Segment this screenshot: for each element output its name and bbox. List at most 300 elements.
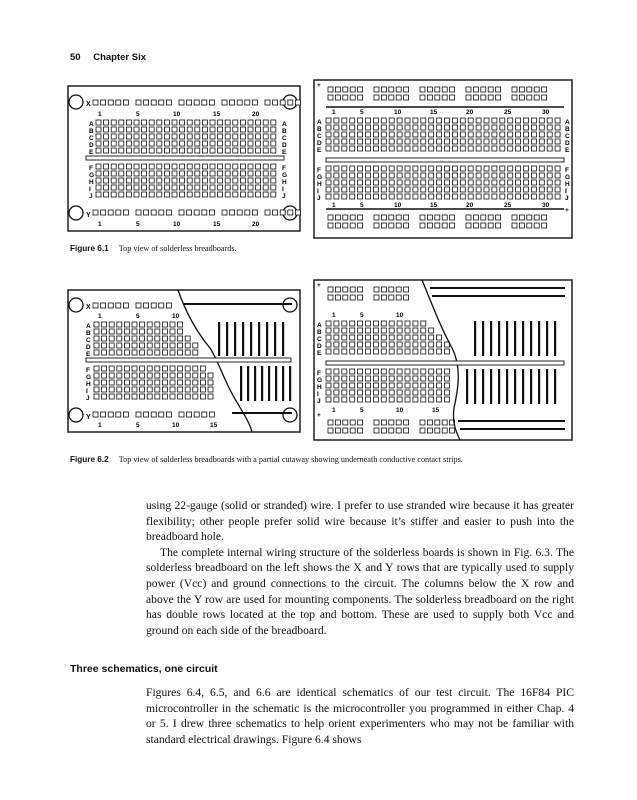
- breadboard-hole: [271, 185, 276, 190]
- breadboard-hole: [180, 148, 185, 153]
- breadboard-hole: [476, 194, 481, 199]
- section-text-block: [146, 685, 574, 747]
- breadboard-hole: [187, 171, 192, 176]
- breadboard-hole: [256, 185, 261, 190]
- breadboard-hole: [358, 328, 363, 333]
- breadboard-hole: [147, 394, 152, 399]
- breadboard-hole: [445, 390, 450, 395]
- page-number: 50: [70, 52, 81, 63]
- breadboard-hole: [381, 321, 386, 326]
- breadboard-hole: [397, 390, 402, 395]
- breadboard-hole: [94, 380, 99, 385]
- contact-strip: [268, 366, 270, 401]
- breadboard-hole: [350, 321, 355, 326]
- breadboard-hole: [381, 223, 386, 228]
- breadboard-hole: [445, 376, 450, 381]
- breadboard-hole: [539, 166, 544, 171]
- breadboard-hole: [527, 223, 532, 228]
- breadboard-hole: [233, 178, 238, 183]
- breadboard-hole: [389, 139, 394, 144]
- breadboard-hole: [350, 95, 355, 100]
- breadboard-hole: [185, 336, 190, 341]
- mount-hole-icon: [69, 95, 83, 109]
- col-number: 15: [430, 109, 438, 116]
- breadboard-hole: [381, 376, 386, 381]
- breadboard-hole: [94, 350, 99, 355]
- plus-label: +: [317, 282, 321, 289]
- breadboard-hole: [117, 387, 122, 392]
- running-header: [70, 52, 146, 63]
- breadboard-hole: [350, 420, 355, 425]
- breadboard-hole: [421, 349, 426, 354]
- breadboard-hole: [508, 187, 513, 192]
- breadboard-hole: [429, 342, 434, 347]
- paragraph: Figures 6.4, 6.5, and 6.6 are identical schematics of our test circuit. The 16F84 PIC microcontroller in the schematic is the microcontroller you programmed in either Chap. 4 or 5. I drew three schematics to help orient experimenters who may not be familiar with standard electrical drawings. Figure 6.4 shows: [146, 686, 574, 746]
- breadboard-hole: [397, 335, 402, 340]
- breadboard-hole: [202, 178, 207, 183]
- col-number: 25: [504, 109, 512, 116]
- col-number: 1: [332, 312, 336, 319]
- breadboard-hole: [413, 173, 418, 178]
- breadboard-hole: [435, 223, 440, 228]
- contact-strip: [289, 366, 291, 401]
- breadboard-hole: [142, 127, 147, 132]
- breadboard-hole: [109, 336, 114, 341]
- breadboard-hole: [187, 120, 192, 125]
- breadboard-hole: [210, 134, 215, 139]
- breadboard-hole: [547, 166, 552, 171]
- breadboard-hole: [405, 376, 410, 381]
- contact-strip: [514, 369, 516, 404]
- figure-6-2: [60, 274, 580, 446]
- breadboard-hole: [170, 350, 175, 355]
- row-label: H: [565, 181, 570, 188]
- breadboard-hole: [405, 328, 410, 333]
- breadboard-hole: [381, 87, 386, 92]
- breadboard-hole: [328, 287, 333, 292]
- breadboard-hole: [233, 171, 238, 176]
- col-number: 20: [252, 111, 260, 118]
- breadboard-hole: [437, 125, 442, 130]
- breadboard-hole: [534, 215, 539, 220]
- breadboard-hole: [326, 321, 331, 326]
- breadboard-hole: [142, 134, 147, 139]
- breadboard-hole: [466, 215, 471, 220]
- breadboard-hole: [500, 180, 505, 185]
- breadboard-hole: [194, 210, 199, 215]
- breadboard-hole: [389, 173, 394, 178]
- breadboard-hole: [126, 192, 131, 197]
- breadboard-hole: [366, 376, 371, 381]
- breadboard-hole: [108, 100, 113, 105]
- breadboard-hole: [202, 148, 207, 153]
- breadboard-hole: [102, 336, 107, 341]
- breadboard-hole: [328, 420, 333, 425]
- breadboard-hole: [468, 180, 473, 185]
- breadboard-hole: [164, 141, 169, 146]
- breadboard-hole: [531, 146, 536, 151]
- breadboard-hole: [405, 139, 410, 144]
- breadboard-hole: [326, 146, 331, 151]
- breadboard-hole: [450, 428, 455, 433]
- breadboard-hole: [132, 380, 137, 385]
- breadboard-hole: [132, 343, 137, 348]
- row-label: G: [86, 374, 92, 381]
- breadboard-hole: [210, 120, 215, 125]
- breadboard-hole: [123, 210, 128, 215]
- breadboard-hole: [142, 171, 147, 176]
- col-number: 15: [213, 111, 221, 118]
- breadboard-hole: [442, 87, 447, 92]
- contact-strip: [538, 321, 540, 356]
- breadboard-hole: [193, 350, 198, 355]
- breadboard-hole: [328, 428, 333, 433]
- breadboard-hole: [218, 148, 223, 153]
- breadboard-hole: [358, 369, 363, 374]
- breadboard-hole: [405, 146, 410, 151]
- col-number: 15: [432, 407, 440, 414]
- breadboard-hole: [222, 210, 227, 215]
- breadboard-hole: [389, 369, 394, 374]
- breadboard-hole: [225, 141, 230, 146]
- breadboard-hole: [157, 148, 162, 153]
- breadboard-hole: [180, 141, 185, 146]
- breadboard-hole: [149, 171, 154, 176]
- breadboard-hole: [326, 132, 331, 137]
- breadboard-hole: [96, 185, 101, 190]
- row-label: H: [317, 384, 322, 391]
- breadboard-hole: [334, 125, 339, 130]
- breadboard-hole: [119, 185, 124, 190]
- breadboard-hole: [159, 412, 164, 417]
- breadboard-hole: [273, 100, 278, 105]
- breadboard-hole: [326, 166, 331, 171]
- breadboard-hole: [134, 127, 139, 132]
- breadboard-hole: [442, 420, 447, 425]
- breadboard-hole: [109, 322, 114, 327]
- mount-hole-icon: [69, 206, 83, 220]
- figure-6-2-caption: [70, 455, 463, 464]
- breadboard-hole: [555, 194, 560, 199]
- breadboard-hole: [164, 148, 169, 153]
- breadboard-hole: [225, 178, 230, 183]
- breadboard-hole: [208, 380, 213, 385]
- breadboard-hole: [178, 380, 183, 385]
- breadboard-hole: [117, 343, 122, 348]
- breadboard-hole: [527, 215, 532, 220]
- breadboard-hole: [256, 141, 261, 146]
- breadboard-hole: [172, 148, 177, 153]
- breadboard-hole: [389, 420, 394, 425]
- breadboard-hole: [101, 412, 106, 417]
- breadboard-hole: [404, 295, 409, 300]
- breadboard-hole: [185, 366, 190, 371]
- breadboard-hole: [508, 173, 513, 178]
- breadboard-hole: [326, 180, 331, 185]
- breadboard-hole: [200, 394, 205, 399]
- breadboard-hole: [516, 194, 521, 199]
- breadboard-hole: [389, 125, 394, 130]
- breadboard-hole: [124, 350, 129, 355]
- breadboard-hole: [334, 369, 339, 374]
- breadboard-hole: [389, 328, 394, 333]
- breadboard-hole: [326, 369, 331, 374]
- breadboard-hole: [172, 164, 177, 169]
- breadboard-hole: [350, 173, 355, 178]
- row-label: E: [317, 350, 322, 357]
- breadboard-hole: [334, 342, 339, 347]
- breadboard-hole: [233, 134, 238, 139]
- breadboard-hole: [476, 139, 481, 144]
- row-label: B: [317, 126, 322, 133]
- breadboard-hole: [539, 180, 544, 185]
- breadboard-hole: [155, 343, 160, 348]
- breadboard-hole: [245, 210, 250, 215]
- breadboard-hole: [413, 321, 418, 326]
- breadboard-hole: [256, 120, 261, 125]
- breadboard-hole: [193, 394, 198, 399]
- breadboard-hole: [166, 100, 171, 105]
- fig1-right-breadboard: [314, 80, 572, 238]
- breadboard-hole: [445, 194, 450, 199]
- breadboard-hole: [200, 380, 205, 385]
- breadboard-hole: [124, 380, 129, 385]
- breadboard-hole: [342, 335, 347, 340]
- breadboard-hole: [180, 120, 185, 125]
- breadboard-hole: [421, 139, 426, 144]
- breadboard-hole: [245, 100, 250, 105]
- breadboard-hole: [437, 180, 442, 185]
- breadboard-hole: [358, 95, 363, 100]
- row-label: A: [89, 121, 94, 128]
- breadboard-hole: [180, 178, 185, 183]
- chapter-title: Chapter Six: [93, 52, 147, 63]
- breadboard-hole: [117, 394, 122, 399]
- breadboard-hole: [335, 87, 340, 92]
- breadboard-hole: [481, 95, 486, 100]
- breadboard-hole: [172, 185, 177, 190]
- breadboard-hole: [185, 350, 190, 355]
- row-label: D: [282, 142, 287, 149]
- breadboard-hole: [397, 166, 402, 171]
- breadboard-hole: [142, 164, 147, 169]
- breadboard-hole: [208, 373, 213, 378]
- col-number: 20: [466, 202, 474, 209]
- paragraph: The complete internal wiring structure of the solderless boards is shown in Fig. 6.3. The solderless breadboard on the left shows the X and Y rows that are typically used to supply power (Vcc) and ground connections to the circuit. The columns below the X row and above the Y row are used for mounting components. The solderless breadboard on the right has double rows located at the top and bottom. These are used to supply both Vcc and ground on each side of the breadboard.: [146, 545, 574, 637]
- breadboard-hole: [442, 215, 447, 220]
- breadboard-hole: [342, 342, 347, 347]
- breadboard-hole: [326, 125, 331, 130]
- breadboard-hole: [155, 394, 160, 399]
- breadboard-hole: [500, 132, 505, 137]
- breadboard-hole: [492, 173, 497, 178]
- breadboard-hole: [524, 139, 529, 144]
- row-label: F: [317, 167, 321, 174]
- breadboard-hole: [172, 134, 177, 139]
- breadboard-hole: [350, 287, 355, 292]
- breadboard-hole: [142, 148, 147, 153]
- breadboard-hole: [421, 376, 426, 381]
- breadboard-hole: [162, 336, 167, 341]
- breadboard-hole: [334, 146, 339, 151]
- breadboard-hole: [119, 178, 124, 183]
- breadboard-hole: [326, 349, 331, 354]
- breadboard-hole: [405, 369, 410, 374]
- row-label: C: [317, 133, 322, 140]
- breadboard-hole: [124, 329, 129, 334]
- section-heading: Three schematics, one circuit: [70, 663, 218, 675]
- breadboard-hole: [162, 343, 167, 348]
- breadboard-hole: [209, 100, 214, 105]
- breadboard-hole: [413, 328, 418, 333]
- breadboard-hole: [397, 321, 402, 326]
- breadboard-hole: [405, 173, 410, 178]
- row-label: G: [317, 174, 323, 181]
- breadboard-hole: [157, 134, 162, 139]
- breadboard-hole: [328, 95, 333, 100]
- breadboard-hole: [381, 369, 386, 374]
- breadboard-hole: [358, 173, 363, 178]
- breadboard-hole: [202, 412, 207, 417]
- breadboard-hole: [405, 383, 410, 388]
- breadboard-hole: [104, 192, 109, 197]
- breadboard-hole: [421, 328, 426, 333]
- breadboard-hole: [508, 146, 513, 151]
- breadboard-hole: [233, 164, 238, 169]
- breadboard-hole: [225, 127, 230, 132]
- breadboard-hole: [111, 171, 116, 176]
- breadboard-hole: [116, 303, 121, 308]
- breadboard-hole: [508, 194, 513, 199]
- breadboard-hole: [421, 397, 426, 402]
- center-channel: [326, 361, 564, 365]
- breadboard-hole: [164, 120, 169, 125]
- row-label: C: [282, 135, 287, 142]
- breadboard-hole: [508, 139, 513, 144]
- breadboard-hole: [366, 194, 371, 199]
- breadboard-hole: [389, 335, 394, 340]
- breadboard-hole: [381, 166, 386, 171]
- breadboard-hole: [437, 146, 442, 151]
- breadboard-hole: [126, 141, 131, 146]
- breadboard-hole: [496, 95, 501, 100]
- breadboard-hole: [413, 369, 418, 374]
- breadboard-hole: [111, 127, 116, 132]
- breadboard-hole: [373, 397, 378, 402]
- breadboard-hole: [484, 146, 489, 151]
- breadboard-hole: [109, 387, 114, 392]
- breadboard-hole: [466, 223, 471, 228]
- breadboard-hole: [476, 180, 481, 185]
- breadboard-hole: [420, 420, 425, 425]
- breadboard-hole: [195, 192, 200, 197]
- breadboard-hole: [516, 132, 521, 137]
- breadboard-hole: [524, 146, 529, 151]
- breadboard-hole: [280, 100, 285, 105]
- breadboard-hole: [452, 187, 457, 192]
- breadboard-hole: [389, 428, 394, 433]
- breadboard-hole: [405, 321, 410, 326]
- breadboard-hole: [555, 180, 560, 185]
- breadboard-hole: [218, 178, 223, 183]
- breadboard-hole: [404, 95, 409, 100]
- breadboard-hole: [101, 100, 106, 105]
- breadboard-hole: [162, 373, 167, 378]
- breadboard-hole: [445, 146, 450, 151]
- breadboard-hole: [108, 210, 113, 215]
- breadboard-hole: [126, 134, 131, 139]
- breadboard-hole: [492, 187, 497, 192]
- breadboard-hole: [180, 171, 185, 176]
- breadboard-hole: [512, 95, 517, 100]
- breadboard-hole: [420, 95, 425, 100]
- row-label: I: [86, 388, 88, 395]
- breadboard-hole: [104, 127, 109, 132]
- breadboard-hole: [381, 349, 386, 354]
- col-number: 15: [210, 422, 218, 429]
- breadboard-hole: [476, 118, 481, 123]
- breadboard-hole: [342, 132, 347, 137]
- breadboard-hole: [547, 173, 552, 178]
- row-label: B: [317, 329, 322, 336]
- breadboard-hole: [429, 146, 434, 151]
- breadboard-hole: [358, 223, 363, 228]
- contact-strip: [266, 322, 268, 356]
- breadboard-hole: [193, 380, 198, 385]
- breadboard-hole: [350, 369, 355, 374]
- row-label: G: [565, 174, 571, 181]
- row-label: A: [282, 121, 287, 128]
- breadboard-hole: [193, 373, 198, 378]
- col-number: 30: [542, 202, 550, 209]
- breadboard-hole: [93, 412, 98, 417]
- breadboard-hole: [109, 373, 114, 378]
- breadboard-hole: [445, 132, 450, 137]
- breadboard-hole: [178, 350, 183, 355]
- breadboard-hole: [397, 349, 402, 354]
- breadboard-hole: [508, 118, 513, 123]
- breadboard-hole: [343, 428, 348, 433]
- row-label: F: [89, 165, 93, 172]
- breadboard-hole: [496, 215, 501, 220]
- breadboard-hole: [117, 350, 122, 355]
- breadboard-hole: [240, 171, 245, 176]
- breadboard-hole: [140, 380, 145, 385]
- breadboard-hole: [263, 127, 268, 132]
- breadboard-hole: [452, 125, 457, 130]
- breadboard-hole: [162, 322, 167, 327]
- breadboard-hole: [94, 366, 99, 371]
- breadboard-hole: [134, 164, 139, 169]
- breadboard-hole: [334, 139, 339, 144]
- breadboard-hole: [421, 166, 426, 171]
- breadboard-hole: [140, 387, 145, 392]
- breadboard-hole: [164, 192, 169, 197]
- breadboard-hole: [542, 223, 547, 228]
- breadboard-hole: [413, 118, 418, 123]
- breadboard-hole: [492, 118, 497, 123]
- breadboard-hole: [366, 335, 371, 340]
- breadboard-hole: [342, 180, 347, 185]
- breadboard-hole: [389, 287, 394, 292]
- breadboard-hole: [126, 185, 131, 190]
- col-number: 1: [332, 407, 336, 414]
- breadboard-hole: [104, 134, 109, 139]
- breadboard-hole: [389, 87, 394, 92]
- breadboard-hole: [358, 390, 363, 395]
- breadboard-hole: [358, 139, 363, 144]
- breadboard-hole: [263, 171, 268, 176]
